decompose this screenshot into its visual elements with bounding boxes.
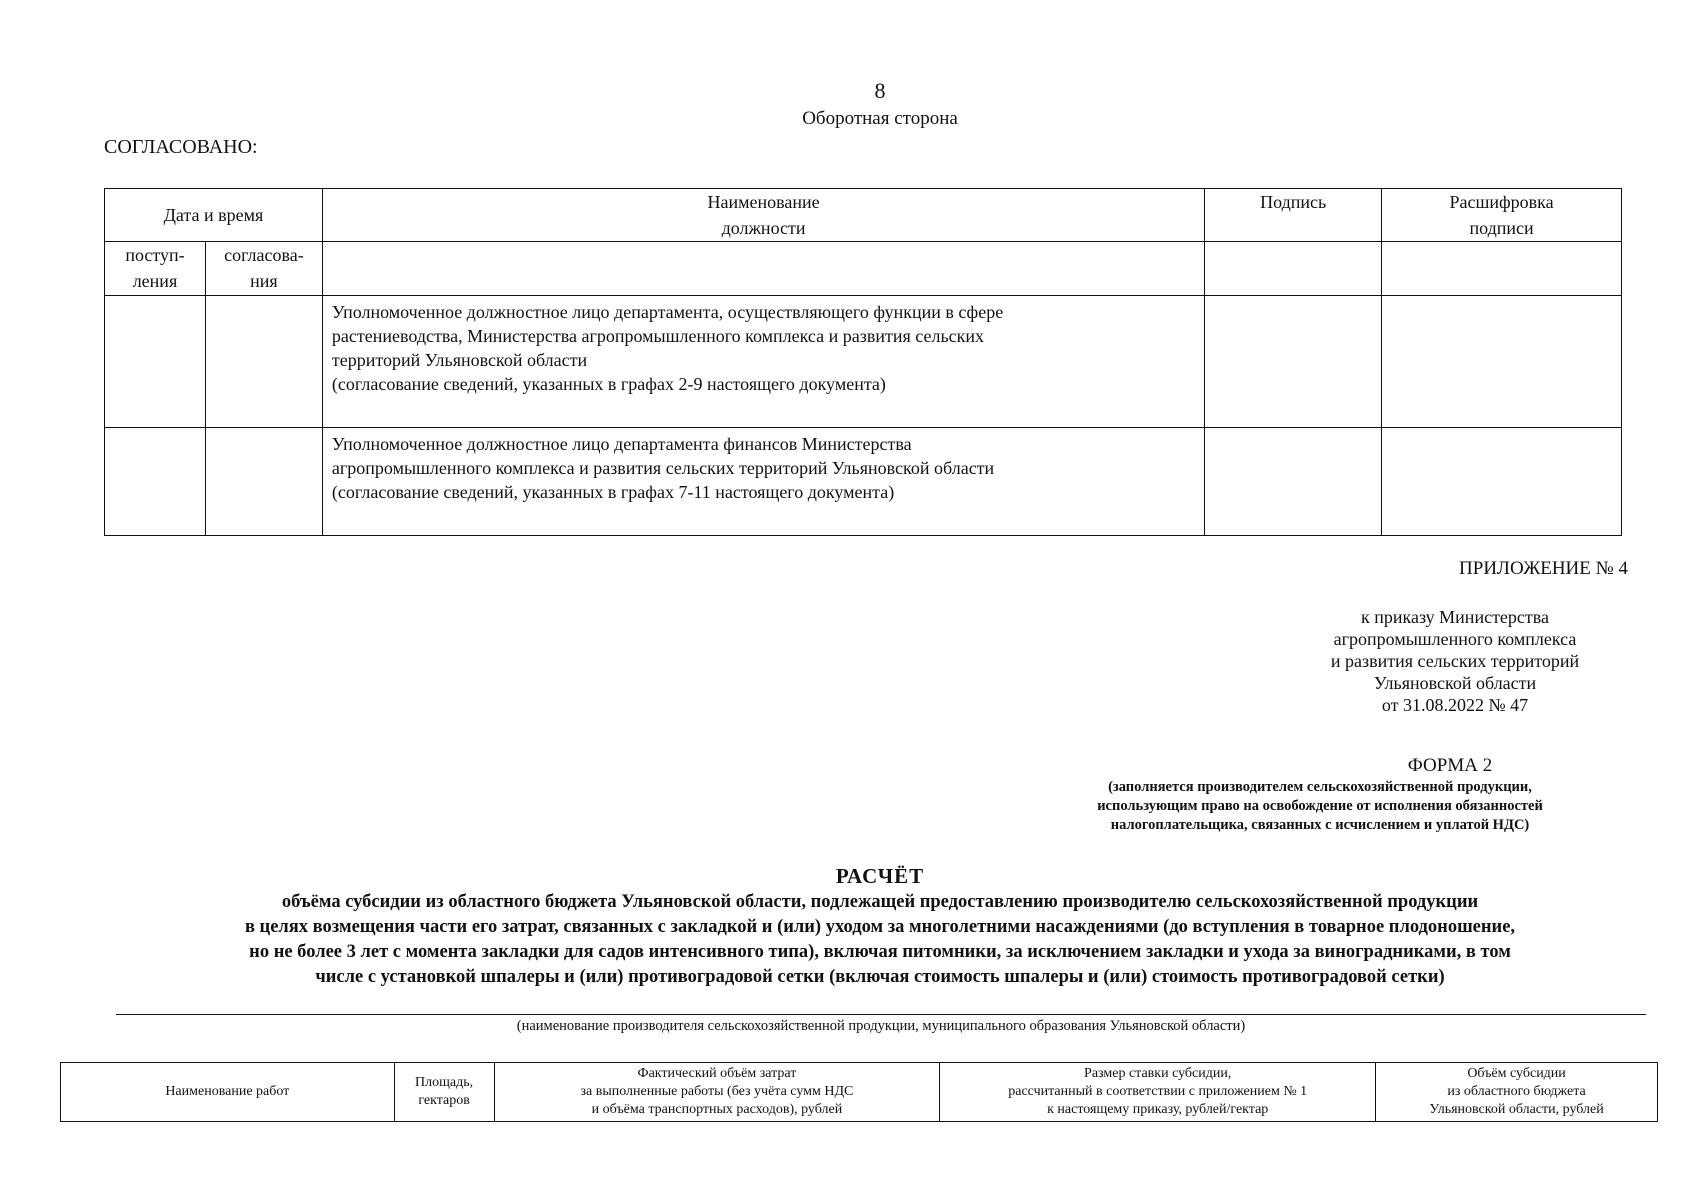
form-note [1000, 778, 1640, 835]
appendix-ref-line: от 31.08.2022 № 47 [1381, 695, 1529, 715]
calculation-line: числе с установкой шпалеры и (или) противоградовой сетки (включая стоимость шпалеры и (или) стоимость противоградовой сетки) [315, 967, 1445, 987]
page-number: 8 [874, 78, 886, 103]
producer-name-caption: (наименование производителя сельскохозяйственной продукции, муниципального образования Ульяновской области) [516, 1018, 1246, 1034]
approval-table [104, 188, 1622, 536]
col-signature-header: Подпись [1205, 189, 1382, 242]
producer-name-line [116, 1014, 1646, 1015]
sub-agreed-header [205, 242, 322, 296]
calculation-line: объёма субсидии из областного бюджета Ульяновской области, подлежащей предоставлению производителю сельскохозяйственной продукции [281, 892, 1479, 912]
form-note-line: использующим право на освобождение от исполнения обязанностей [1097, 798, 1543, 814]
approval-row [105, 428, 1622, 536]
col-actual-costs-header: Фактический объём затрат за выполненные работы (без учёта сумм НДС и объёма транспортных расходов), рублей [494, 1063, 940, 1122]
position-note: (согласование сведений, указанных в графах 7-11 настоящего документа) [331, 482, 895, 502]
agreed-date-cell [205, 428, 322, 536]
calculation-line: но не более 3 лет с момента закладки для садов интенсивного типа), включая питомники, за исключением закладки и ухода за виноградниками, в том [249, 942, 1511, 962]
col-works-name-header: Наименование работ [61, 1063, 395, 1122]
calculation-table-header-row [61, 1063, 1658, 1122]
calculation-title: РАСЧЁТ [835, 864, 925, 888]
position-line: Уполномоченное должностное лицо департамента, осуществляющего функции в сфере [331, 302, 1004, 322]
received-date-cell [105, 296, 206, 428]
position-line: Уполномоченное должностное лицо департамента финансов Министерства [331, 434, 912, 454]
position-line: растениеводства, Министерства агропромышленного комплекса и развития сельских [331, 326, 985, 346]
col-position-line2: должности [721, 218, 806, 238]
page-side-label: Оборотная сторона [802, 108, 958, 129]
col-area-header: Площадь, гектаров [394, 1063, 494, 1122]
col-decryption-line1: Расшифровка [1449, 192, 1554, 212]
empty-cell [322, 242, 1204, 296]
position-cell [322, 296, 1204, 428]
sub-received-header [105, 242, 206, 296]
received-date-cell [105, 428, 206, 536]
col-datetime-header: Дата и время [105, 189, 323, 242]
agreed-heading: СОГЛАСОВАНО: [104, 136, 258, 158]
decryption-cell [1382, 428, 1622, 536]
sub-received-line2: ления [132, 271, 178, 291]
form-note-line: налогоплательщика, связанных с исчислением и уплатой НДС) [1110, 817, 1530, 833]
appendix-ref-line: Ульяновской области [1373, 673, 1537, 693]
appendix-ref-line: к приказу Министерства [1360, 607, 1550, 627]
appendix-ref-line: агропромышленного комплекса [1333, 629, 1577, 649]
appendix-reference [1290, 606, 1620, 716]
form-title: ФОРМА 2 [1407, 755, 1493, 776]
agreed-date-cell [205, 296, 322, 428]
calculation-table [60, 1062, 1658, 1122]
appendix-ref-line: и развития сельских территорий [1330, 651, 1580, 671]
sub-received-line1: поступ- [125, 245, 185, 265]
signature-cell [1205, 428, 1382, 536]
signature-cell [1205, 296, 1382, 428]
form-note-line: (заполняется производителем сельскохозяйственной продукции, [1108, 779, 1532, 795]
position-note: (согласование сведений, указанных в графах 2-9 настоящего документа) [331, 374, 886, 394]
col-decryption-line2: подписи [1469, 218, 1534, 238]
sub-agreed-line1: согласова- [224, 245, 304, 265]
appendix-title: ПРИЛОЖЕНИЕ № 4 [1459, 558, 1628, 579]
calculation-line: в целях возмещения части его затрат, связанных с закладкой и (или) уходом за многолетними насаждениями (до вступления в товарное плодоношение, [244, 917, 1516, 937]
position-line: территорий Ульяновской области [331, 350, 588, 370]
col-decryption-header [1382, 189, 1622, 242]
sub-agreed-line2: ния [250, 271, 278, 291]
col-subsidy-rate-header: Размер ставки субсидии, рассчитанный в соответствии с приложением № 1 к настоящему приказу, рублей/гектар [940, 1063, 1376, 1122]
position-line: агропромышленного комплекса и развития сельских территорий Ульяновской области [331, 458, 995, 478]
empty-cell [1382, 242, 1622, 296]
col-position-header [322, 189, 1204, 242]
decryption-cell [1382, 296, 1622, 428]
approval-row [105, 296, 1622, 428]
empty-cell [1205, 242, 1382, 296]
position-cell [322, 428, 1204, 536]
col-subsidy-volume-header: Объём субсидии из областного бюджета Ульяновской области, рублей [1376, 1063, 1658, 1122]
col-position-line1: Наименование [707, 192, 820, 212]
calculation-description [110, 890, 1650, 990]
